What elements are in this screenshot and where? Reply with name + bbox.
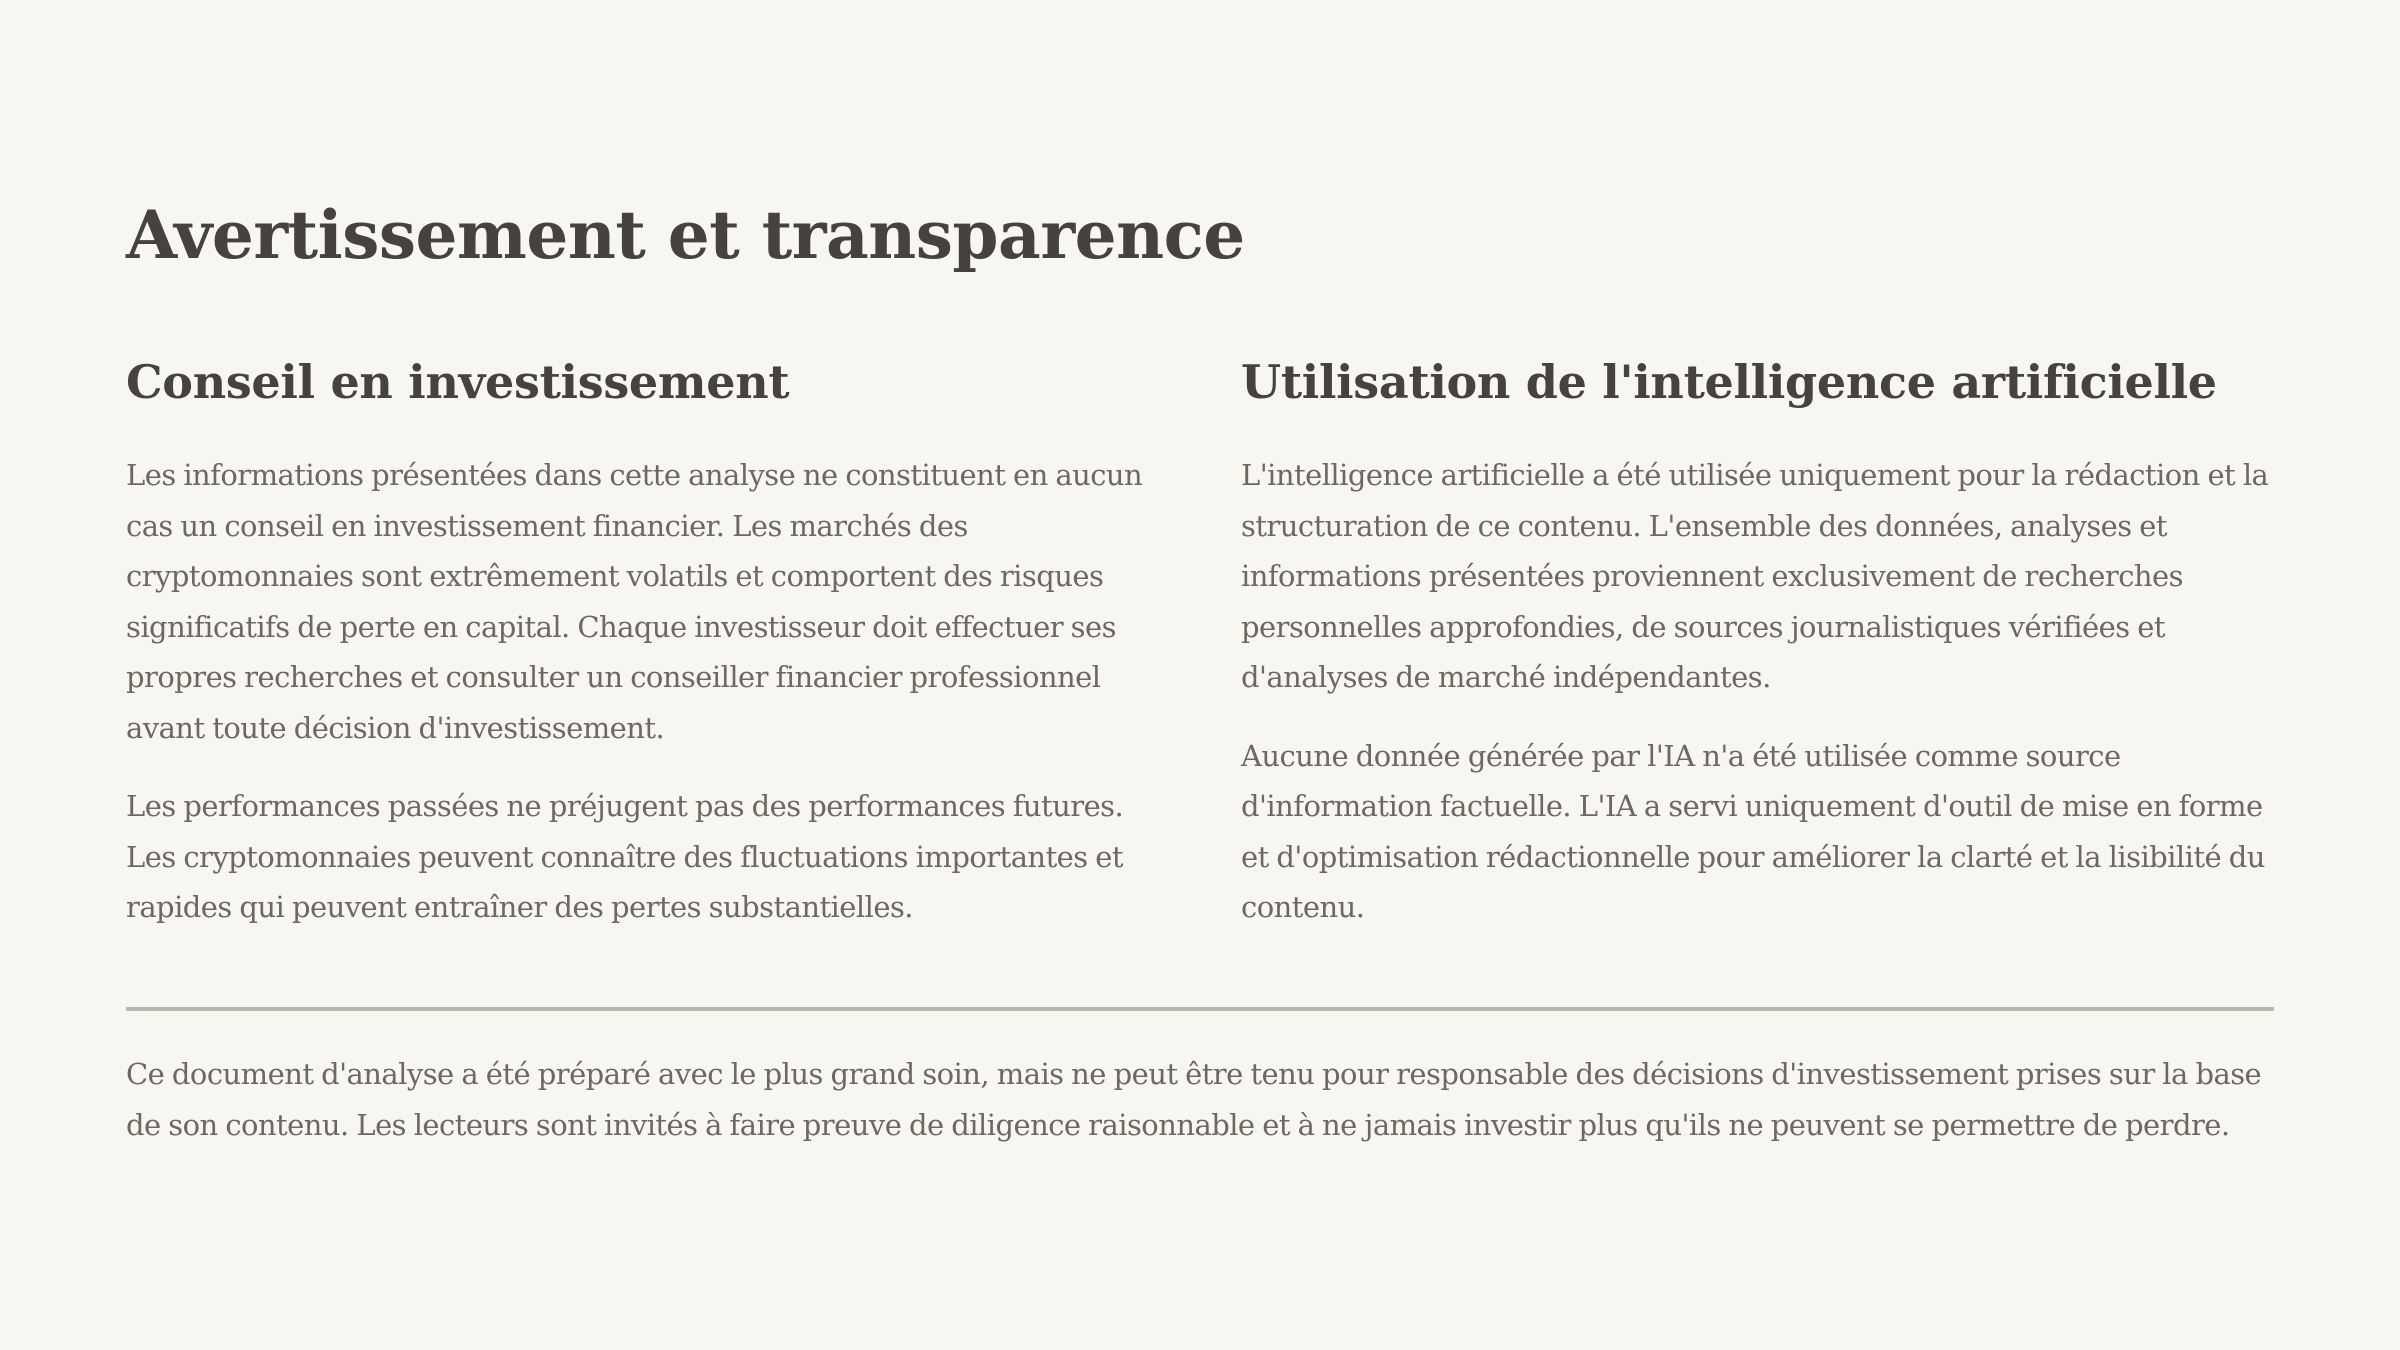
footer-note: Ce document d'analyse a été préparé avec le plus grand soin, mais ne peut être tenu pour responsable des décisions d'investissement prises sur la base de son contenu. Les lecteurs sont invités à faire preuve de diligence raisonnable et à ne jamais investir plus qu'ils ne peuvent se permettre de perdre. [126,1057,2262,1142]
investment-advice-section [126,346,1166,961]
ai-usage-section [1241,346,2276,961]
investment-advice-heading: Conseil en investissement [126,355,790,409]
ai-data-source-paragraph: Aucune donnée générée par l'IA n'a été utilisée comme source d'information factuelle. L'IA a servi uniquement d'outil de mise en forme et d'optimisation rédactionnelle pour améliorer la clarté et la lisibilité du contenu. [1241,738,2265,924]
section-divider [126,1007,2274,1011]
investment-advice-paragraph: Les informations présentées dans cette analyse ne constituent en aucun cas un conseil en investissement financier. Les marchés des cryptomonnaies sont extrêmement volatils et comportent des risques significatifs de perte en capital. Chaque investisseur doit effectuer ses propres recherches et consulter un conseiller financier professionnel avant toute décision d'investissement. [126,458,1143,745]
ai-usage-paragraph: L'intelligence artificielle a été utilisée uniquement pour la rédaction et la structuration de ce contenu. L'ensemble des données, analyses et informations présentées proviennent exclusivement de recherches personnelles approfondies, de sources journalistiques vérifiées et d'analyses de marché indépendantes. [1241,458,2269,694]
page-title: Avertissement et transparence [126,196,1245,274]
ai-usage-heading: Utilisation de l'intelligence artificielle [1241,355,2217,409]
past-performance-paragraph: Les performances passées ne préjugent pas des performances futures. Les cryptomonnaies peuvent connaître des fluctuations importantes et rapides qui peuvent entraîner des pertes substantielles. [126,789,1124,924]
